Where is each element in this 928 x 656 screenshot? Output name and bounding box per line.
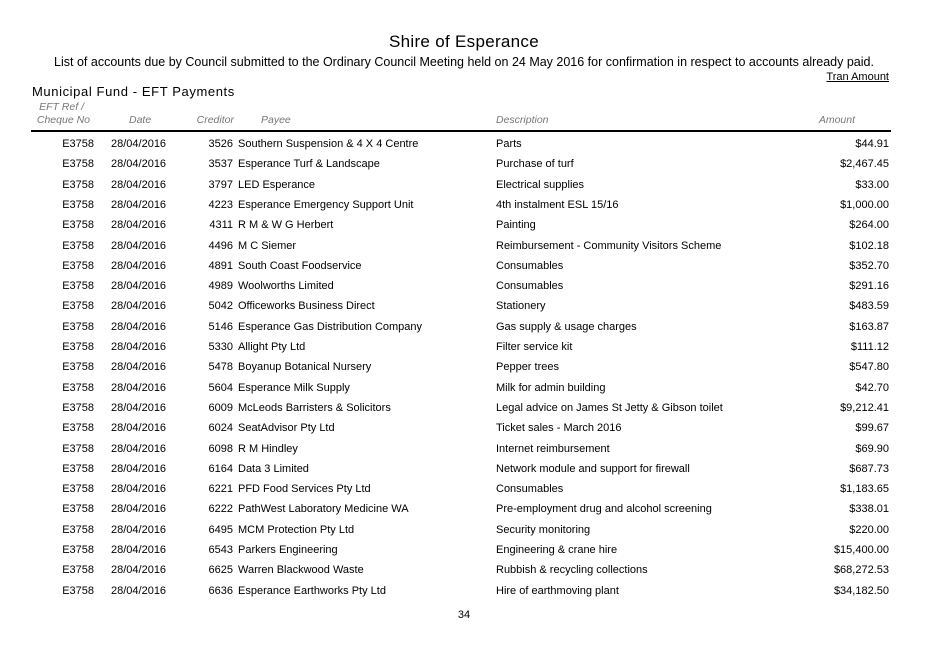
description-cell: Painting (496, 219, 536, 232)
eft-ref-cell: E3758 (62, 198, 94, 211)
creditor-cell: 3537 (208, 158, 233, 171)
amount-cell: $9,212.41 (840, 401, 889, 414)
eft-ref-cell: E3758 (62, 341, 94, 353)
description-cell: Parts (496, 138, 522, 150)
creditor-cell: 6009 (208, 401, 233, 414)
creditor-cell: 6543 (208, 544, 233, 556)
creditor-cell: 5042 (208, 300, 233, 313)
table-row (0, 153, 928, 173)
eft-ref-cell: E3758 (62, 544, 94, 556)
date-cell: 28/04/2016 (111, 381, 167, 394)
date-cell: 28/04/2016 (111, 483, 167, 496)
date-cell: 28/04/2016 (111, 361, 167, 374)
description-cell: Electrical supplies (496, 178, 585, 191)
creditor-cell: 4891 (208, 259, 233, 272)
date-cell: 28/04/2016 (111, 280, 167, 293)
date-cell: 28/04/2016 (111, 503, 167, 516)
eft-ref-cell: E3758 (62, 361, 94, 374)
payee-cell: McLeods Barristers & Solicitors (238, 401, 391, 414)
table-row (0, 458, 928, 478)
section-title: Municipal Fund - EFT Payments (32, 84, 235, 99)
payee-cell: PathWest Laboratory Medicine WA (238, 503, 409, 516)
table-row (0, 336, 928, 356)
table-row (0, 580, 928, 600)
amount-cell: $68,272.53 (833, 564, 889, 577)
payee-cell: R M & W G Herbert (238, 219, 334, 232)
eft-ref-cell: E3758 (62, 564, 94, 577)
creditor-cell: 3797 (208, 178, 233, 191)
table-row (0, 174, 928, 194)
description-cell: Rubbish & recycling collections (496, 564, 648, 577)
payee-cell: Data 3 Limited (238, 462, 309, 475)
date-cell: 28/04/2016 (111, 422, 167, 435)
table-row (0, 255, 928, 275)
payee-cell: Esperance Emergency Support Unit (238, 198, 414, 211)
creditor-cell: 5146 (208, 320, 233, 333)
amount-cell: $483.59 (849, 300, 889, 313)
date-cell: 28/04/2016 (111, 300, 167, 313)
amount-cell: $2,467.45 (840, 158, 889, 171)
table-row (0, 438, 928, 458)
payee-cell: Esperance Gas Distribution Company (238, 320, 423, 333)
table-row (0, 478, 928, 498)
description-cell: Pepper trees (496, 361, 559, 374)
column-header-payee: Payee (261, 114, 291, 126)
table-row (0, 559, 928, 579)
date-cell: 28/04/2016 (111, 564, 167, 577)
amount-cell: $34,182.50 (833, 584, 889, 597)
date-cell: 28/04/2016 (111, 320, 167, 333)
creditor-cell: 4311 (209, 219, 233, 232)
payee-cell: Officeworks Business Direct (238, 300, 375, 313)
date-cell: 28/04/2016 (111, 138, 167, 150)
payee-cell: M C Siemer (238, 239, 297, 252)
amount-cell: $264.00 (849, 219, 889, 232)
payee-cell: Esperance Earthworks Pty Ltd (238, 584, 386, 597)
description-cell: Stationery (496, 300, 546, 313)
payee-cell: Esperance Milk Supply (238, 381, 350, 394)
eft-ref-cell: E3758 (62, 422, 94, 435)
date-cell: 28/04/2016 (111, 544, 167, 556)
description-cell: Engineering & crane hire (496, 544, 618, 556)
table-row (0, 275, 928, 295)
creditor-cell: 6024 (208, 422, 233, 435)
description-cell: Security monitoring (496, 523, 591, 536)
column-header-date: Date (129, 114, 152, 126)
description-cell: 4th instalment ESL 15/16 (496, 198, 619, 211)
creditor-cell: 6636 (208, 584, 233, 597)
table-row (0, 356, 928, 376)
eft-ref-cell: E3758 (62, 523, 94, 536)
table-row (0, 519, 928, 539)
amount-cell: $547.80 (849, 361, 889, 374)
amount-cell: $111.12 (850, 341, 889, 353)
column-header-creditor: Creditor (196, 114, 234, 126)
eft-ref-cell: E3758 (62, 158, 94, 171)
date-cell: 28/04/2016 (111, 198, 167, 211)
table-row (0, 133, 928, 153)
date-cell: 28/04/2016 (111, 462, 167, 475)
table-row (0, 498, 928, 518)
table-row (0, 295, 928, 315)
eft-ref-cell: E3758 (62, 300, 94, 313)
amount-cell: $291.16 (849, 280, 889, 293)
eft-ref-cell: E3758 (62, 178, 94, 191)
payee-cell: Southern Suspension & 4 X 4 Centre (238, 138, 419, 150)
creditor-cell: 5330 (208, 341, 233, 353)
date-cell: 28/04/2016 (111, 584, 167, 597)
eft-ref-cell: E3758 (62, 320, 94, 333)
creditor-cell: 6221 (208, 483, 233, 496)
amount-cell: $1,183.65 (840, 483, 889, 496)
description-cell: Hire of earthmoving plant (496, 584, 619, 597)
creditor-cell: 5604 (208, 381, 233, 394)
payee-cell: Esperance Turf & Landscape (238, 158, 380, 171)
description-cell: Consumables (496, 483, 564, 496)
creditor-cell: 6625 (208, 564, 233, 577)
column-header-eft-ref: EFT Ref / (39, 101, 84, 113)
payee-cell: Parkers Engineering (238, 544, 338, 556)
description-cell: Pre-employment drug and alcohol screening (496, 503, 712, 516)
description-cell: Consumables (496, 280, 564, 293)
payee-cell: SeatAdvisor Pty Ltd (238, 422, 335, 435)
eft-ref-cell: E3758 (62, 483, 94, 496)
table-row (0, 539, 928, 559)
date-cell: 28/04/2016 (111, 523, 167, 536)
eft-ref-cell: E3758 (62, 401, 94, 414)
eft-ref-cell: E3758 (62, 259, 94, 272)
description-cell: Purchase of turf (496, 158, 574, 171)
table-row (0, 214, 928, 234)
eft-ref-cell: E3758 (62, 584, 94, 597)
column-header-description: Description (496, 114, 549, 126)
table-row (0, 417, 928, 437)
eft-ref-cell: E3758 (62, 442, 94, 455)
page-title: Shire of Esperance (389, 32, 539, 51)
date-cell: 28/04/2016 (111, 239, 167, 252)
description-cell: Consumables (496, 259, 564, 272)
eft-ref-cell: E3758 (62, 462, 94, 475)
amount-cell: $352.70 (849, 259, 889, 272)
creditor-cell: 6222 (208, 503, 233, 516)
description-cell: Legal advice on James St Jetty & Gibson toilet (496, 401, 723, 414)
creditor-cell: 3526 (208, 138, 233, 150)
payee-cell: South Coast Foodservice (238, 259, 362, 272)
creditor-cell: 6098 (208, 442, 233, 455)
description-cell: Network module and support for firewall (496, 462, 690, 475)
creditor-cell: 6495 (208, 523, 233, 536)
eft-ref-cell: E3758 (62, 219, 94, 232)
payee-cell: MCM Protection Pty Ltd (238, 523, 355, 536)
amount-cell: $44.91 (855, 138, 889, 150)
column-header-amount: Amount (818, 114, 855, 126)
date-cell: 28/04/2016 (111, 259, 167, 272)
creditor-cell: 6164 (208, 462, 233, 475)
description-cell: Ticket sales - March 2016 (496, 422, 622, 435)
payee-cell: Boyanup Botanical Nursery (238, 361, 372, 374)
payee-cell: Woolworths Limited (238, 280, 334, 293)
payee-cell: R M Hindley (238, 442, 298, 455)
page-number: 34 (457, 609, 471, 621)
column-header-cheque-no: Cheque No (36, 114, 90, 126)
date-cell: 28/04/2016 (111, 219, 167, 232)
payee-cell: PFD Food Services Pty Ltd (238, 483, 371, 496)
table-row (0, 316, 928, 336)
eft-ref-cell: E3758 (62, 280, 94, 293)
table-row (0, 377, 928, 397)
eft-ref-cell: E3758 (62, 138, 94, 150)
eft-ref-cell: E3758 (62, 381, 94, 394)
amount-cell: $1,000.00 (840, 198, 889, 211)
date-cell: 28/04/2016 (111, 178, 167, 191)
tran-amount-label: Tran Amount (826, 71, 889, 83)
creditor-cell: 4989 (208, 280, 233, 293)
amount-cell: $338.01 (849, 503, 889, 516)
description-cell: Internet reimbursement (496, 442, 610, 455)
table-row (0, 397, 928, 417)
header-divider (31, 130, 891, 132)
amount-cell: $33.00 (855, 178, 889, 191)
creditor-cell: 4496 (208, 239, 233, 252)
payee-cell: LED Esperance (238, 178, 316, 191)
creditor-cell: 4223 (208, 198, 233, 211)
payee-cell: Allight Pty Ltd (238, 341, 306, 353)
creditor-cell: 5478 (208, 361, 233, 374)
date-cell: 28/04/2016 (111, 442, 167, 455)
eft-ref-cell: E3758 (62, 239, 94, 252)
date-cell: 28/04/2016 (111, 341, 167, 353)
date-cell: 28/04/2016 (111, 158, 167, 171)
amount-cell: $42.70 (855, 381, 889, 394)
amount-cell: $99.67 (855, 422, 889, 435)
amount-cell: $102.18 (849, 239, 889, 252)
amount-cell: $687.73 (849, 462, 889, 475)
payee-cell: Warren Blackwood Waste (238, 564, 364, 577)
date-cell: 28/04/2016 (111, 401, 167, 414)
amount-cell: $220.00 (849, 523, 889, 536)
description-cell: Milk for admin building (496, 381, 606, 394)
description-cell: Gas supply & usage charges (496, 320, 637, 333)
description-cell: Reimbursement - Community Visitors Scheme (496, 239, 722, 252)
amount-cell: $15,400.00 (833, 544, 889, 556)
table-row (0, 235, 928, 255)
amount-cell: $163.87 (849, 320, 889, 333)
amount-cell: $69.90 (855, 442, 889, 455)
page-subtitle: List of accounts due by Council submitted to the Ordinary Council Meeting held on 24 May 2016 for confirmation in respect to accounts already paid. (54, 55, 874, 69)
eft-ref-cell: E3758 (62, 503, 94, 516)
table-row (0, 194, 928, 214)
description-cell: Filter service kit (496, 341, 573, 353)
